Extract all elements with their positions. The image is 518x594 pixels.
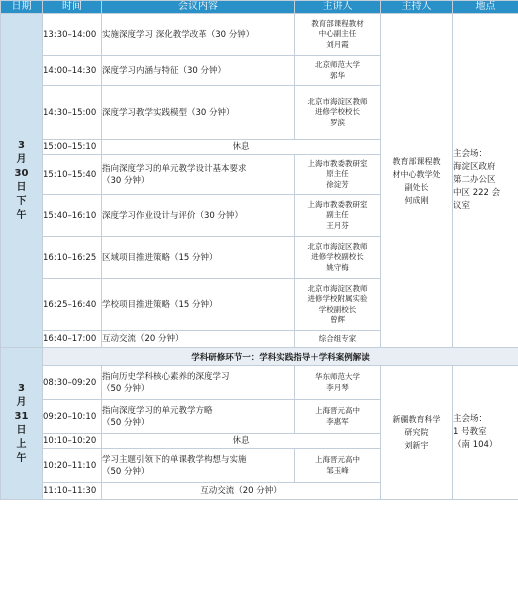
time-cell: 15:00–15:10 [43,140,102,155]
header-place: 地点 [453,1,518,14]
break-cell: 休息 [102,434,381,449]
date-cell-day1: 3 月 30 日 下 午 [1,14,43,348]
header-speaker: 主讲人 [295,1,381,14]
speaker-cell: 上海晋元高中 李惠军 [295,400,381,434]
time-cell: 15:40–16:10 [43,195,102,237]
time-cell: 10:10–10:20 [43,434,102,449]
time-cell: 08:30–09:20 [43,366,102,400]
speaker-cell: 综合组专家 [295,331,381,348]
speaker-cell: 上海晋元高中 邹玉峰 [295,449,381,483]
speaker-cell: 华东师范大学 李月琴 [295,366,381,400]
time-cell: 16:40–17:00 [43,331,102,348]
time-cell: 14:00–14:30 [43,56,102,86]
content-cell: 学习主题引领下的单课教学构想与实施 （50 分钟） [102,449,295,483]
content-cell: 深度学习教学实践模型（30 分钟） [102,86,295,140]
speaker-cell: 上海市教委教研室 原主任 徐淀芳 [295,155,381,195]
content-cell: 深度学习作业设计与评价（30 分钟） [102,195,295,237]
time-cell: 09:20–10:10 [43,400,102,434]
table-row [1,14,518,56]
time-cell: 11:10–11:30 [43,483,102,500]
speaker-cell: 北京市海淀区教师 进修学校校长 罗滨 [295,86,381,140]
header-date: 日期 [1,1,43,14]
header-content: 会议内容 [102,1,295,14]
time-cell: 14:30–15:00 [43,86,102,140]
break-cell: 休息 [102,140,381,155]
speaker-cell: 北京市海淀区教师 进修学校附属实验 学校副校长 曾辉 [295,279,381,331]
speaker-cell: 北京市海淀区教师 进修学校副校长 姚守梅 [295,237,381,279]
content-cell: 指向深度学习的单元教学设计基本要求 （30 分钟） [102,155,295,195]
speaker-cell: 教育部课程教材 中心副主任 刘月霞 [295,14,381,56]
time-cell: 16:10–16:25 [43,237,102,279]
place-cell-day2: 主会场： 1 号教室 （南 104） [453,366,518,500]
interaction-cell: 互动交流（20 分钟） [102,483,381,500]
speaker-cell: 上海市教委教研室 副主任 王月芬 [295,195,381,237]
header-row [1,1,518,14]
content-cell: 深度学习内涵与特征（30 分钟） [102,56,295,86]
host-cell-day2: 新疆教育科学 研究院 刘新宇 [381,366,453,500]
table-row [1,366,518,400]
time-cell: 10:20–11:10 [43,449,102,483]
header-time: 时间 [43,1,102,14]
content-cell: 指向深度学习的单元教学方略 （50 分钟） [102,400,295,434]
content-cell: 学校项目推进策略（15 分钟） [102,279,295,331]
header-host: 主持人 [381,1,453,14]
date-cell-day2: 3 月 31 日 上 午 [1,348,43,500]
content-cell: 指向历史学科核心素养的深度学习 （50 分钟） [102,366,295,400]
content-cell: 实施深度学习 深化教学改革（30 分钟） [102,14,295,56]
time-cell: 16:25–16:40 [43,279,102,331]
host-cell-day1: 教育部课程教 材中心教学处 副处长 何成刚 [381,14,453,348]
time-cell: 15:10–15:40 [43,155,102,195]
time-cell: 13:30–14:00 [43,14,102,56]
content-cell: 互动交流（20 分钟） [102,331,295,348]
table-row [1,348,518,366]
place-cell-day1: 主会场： 海淀区政府 第二办公区 中区 222 会 议室 [453,14,518,348]
content-cell: 区域项目推进策略（15 分钟） [102,237,295,279]
section-title: 学科研修环节一：学科实践指导＋学科案例解读 [43,348,518,366]
speaker-cell: 北京师范大学 郭华 [295,56,381,86]
